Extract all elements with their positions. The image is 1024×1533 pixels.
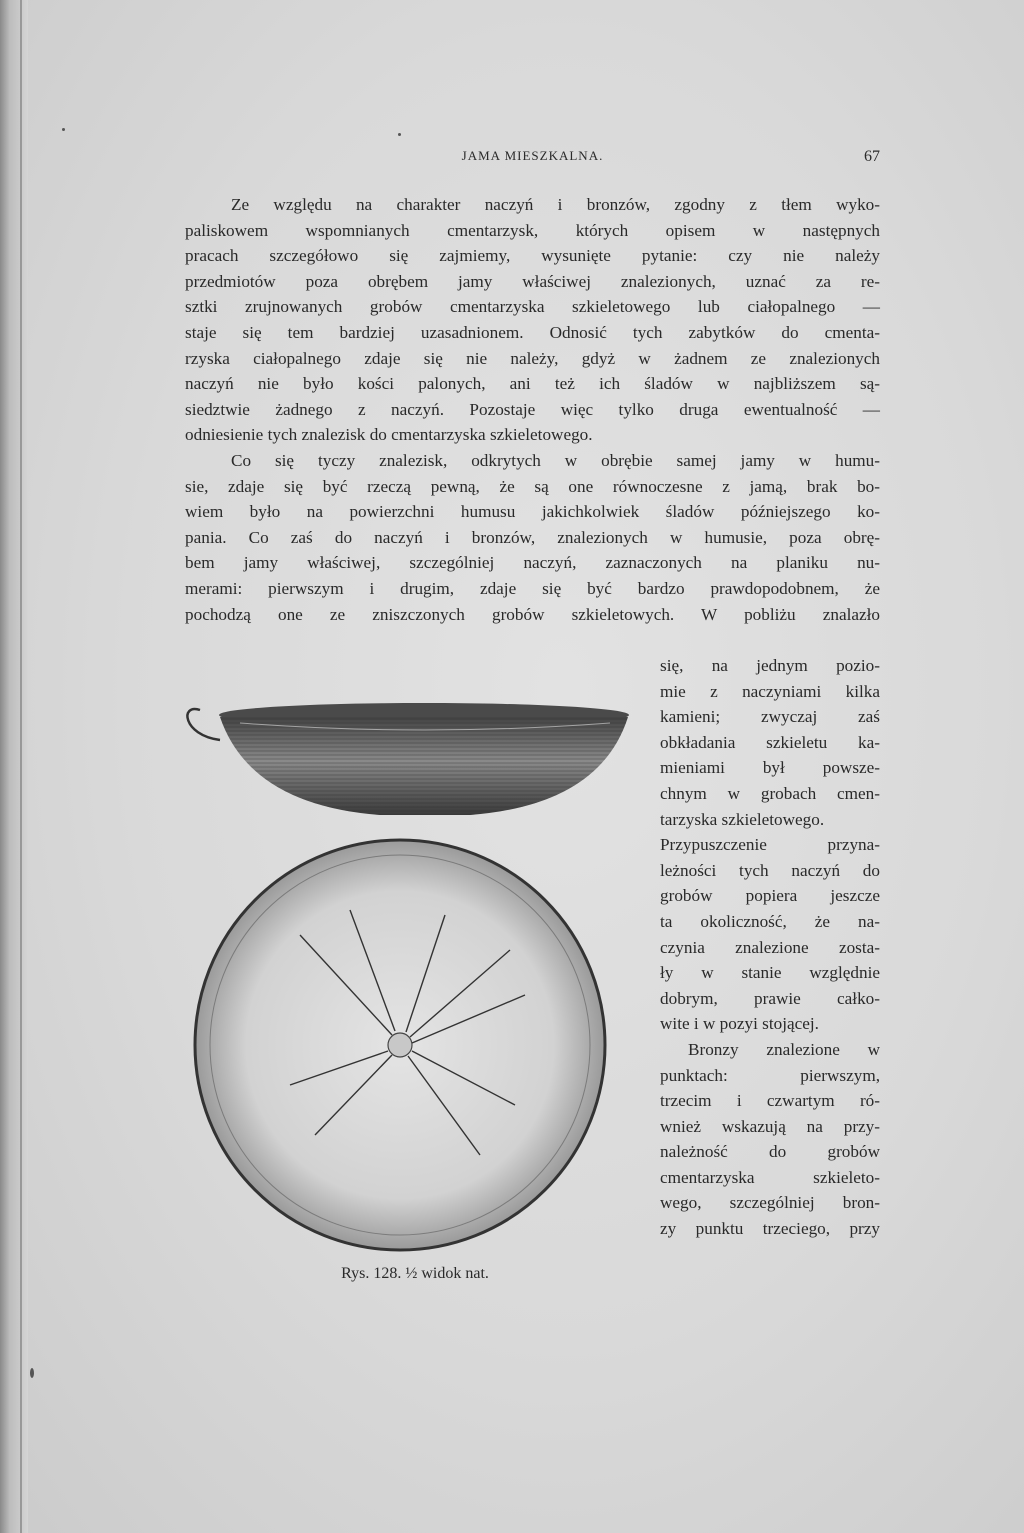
text-line: ły w stanie względnie xyxy=(660,963,880,983)
text-line: staje się tem bardziej uzasadnionem. Odnosić tych zabytków do cmenta- xyxy=(185,322,880,342)
text-line: paliskowem wspomnianych cmentarzysk, których opisem w następnych xyxy=(185,220,880,240)
bowl-top-view xyxy=(195,840,605,1250)
page-header xyxy=(185,148,880,170)
bowl-side-view xyxy=(187,703,629,815)
text-line: cmentarzyska szkieleto- xyxy=(660,1167,880,1187)
text-line: odniesienie tych znalezisk do cmentarzyska szkieletowego. xyxy=(185,425,593,445)
bowl-center-boss xyxy=(388,1033,412,1057)
text-line: kamieni; zwyczaj zaś xyxy=(660,707,880,727)
text-line: obkładania szkieletu ka- xyxy=(660,732,880,752)
page-number: 67 xyxy=(864,148,880,165)
text-line: grobów popiera jeszcze xyxy=(660,886,880,906)
text-line: dobrym, prawie całko- xyxy=(660,988,880,1008)
main-text xyxy=(185,192,880,627)
text-line: trzecim i czwartym ró- xyxy=(660,1091,880,1111)
text-line: zy punktu trzeciego, przy xyxy=(660,1219,880,1239)
text-line: leżności tych naczyń do xyxy=(660,860,880,880)
text-line: wiem było na powierzchni humusu jakichkolwiek śladów późniejszego ko- xyxy=(185,502,880,522)
text-line: pracach szczegółowo się zajmiemy, wysunięte pytanie: czy nie należy xyxy=(185,246,880,266)
text-line: wego, szczególniej bron- xyxy=(660,1193,880,1213)
text-line: Bronzy znalezione w xyxy=(688,1039,880,1059)
figure-caption: Rys. 128. ½ widok nat. xyxy=(341,1265,489,1282)
text-line: czynia znalezione zosta- xyxy=(660,937,880,957)
page-binding-line xyxy=(20,0,22,1533)
text-line: rzyska ciałopalnego zdaje się nie należy, gdyż w żadnem ze znalezionych xyxy=(185,348,880,368)
scan-speck xyxy=(398,133,401,136)
page-binding-edge xyxy=(0,0,28,1533)
text-line: tarzyska szkieletowego. xyxy=(660,809,825,829)
text-line: przedmiotów poza obrębem jamy właściwej znalezionych, uznać za re- xyxy=(185,271,880,291)
side-column-text xyxy=(660,653,880,1242)
scan-speck xyxy=(62,128,65,131)
text-line: Co się tyczy znalezisk, odkrytych w obrębie samej jamy w humu- xyxy=(231,450,880,470)
text-line: ta okoliczność, że na- xyxy=(660,911,880,931)
text-line: należność do grobów xyxy=(660,1142,880,1162)
text-line: wnież wskazują na przy- xyxy=(660,1116,880,1136)
running-head: JAMA MIESZKALNA. xyxy=(461,148,604,163)
text-line: siedztwie żadnego z naczyń. Pozostaje więc tylko druga ewentualność — xyxy=(185,399,880,419)
text-line: sztki zrujnowanych grobów cmentarzyska szkieletowego lub ciałopalnego — xyxy=(185,297,880,317)
text-line: sie, zdaje się być rzeczą pewną, że są one równoczesne z jamą, brak bo- xyxy=(185,476,880,496)
figure-bowl-illustration xyxy=(180,665,650,1255)
text-line: wite i w pozyi stojącej. xyxy=(660,1014,819,1034)
text-line: bem jamy właściwej, szczególniej naczyń, zaznaczonych na planiku nu- xyxy=(185,553,880,573)
text-line: chnym w grobach cmen- xyxy=(660,783,880,803)
text-line: pania. Co zaś do naczyń i bronzów, znalezionych w humusie, poza obrę- xyxy=(185,527,880,547)
text-line: naczyń nie było kości palonych, ani też ich śladów w najbliższem są- xyxy=(185,374,880,394)
text-line: się, na jednym pozio- xyxy=(660,656,880,675)
text-line: merami: pierwszym i drugim, zdaje się być bardzo prawdopodobnem, że xyxy=(185,578,880,598)
scan-speck xyxy=(30,1368,34,1378)
paragraph-1 xyxy=(185,192,880,448)
bowl-drawing xyxy=(180,665,650,1255)
bowl-handle xyxy=(187,709,220,740)
text-line: pochodzą one ze zniszczonych grobów szkieletowych. W pobliżu znalazło xyxy=(185,604,880,624)
text-line: Ze względu na charakter naczyń i bronzów, zgodny z tłem wyko- xyxy=(231,195,880,214)
text-line: punktach: pierwszym, xyxy=(660,1065,880,1085)
text-line: mie z naczyniami kilka xyxy=(660,681,880,701)
text-line: mieniami był powsze- xyxy=(660,758,880,778)
text-line: Przypuszczenie przyna- xyxy=(660,835,880,855)
paragraph-2 xyxy=(185,448,880,627)
